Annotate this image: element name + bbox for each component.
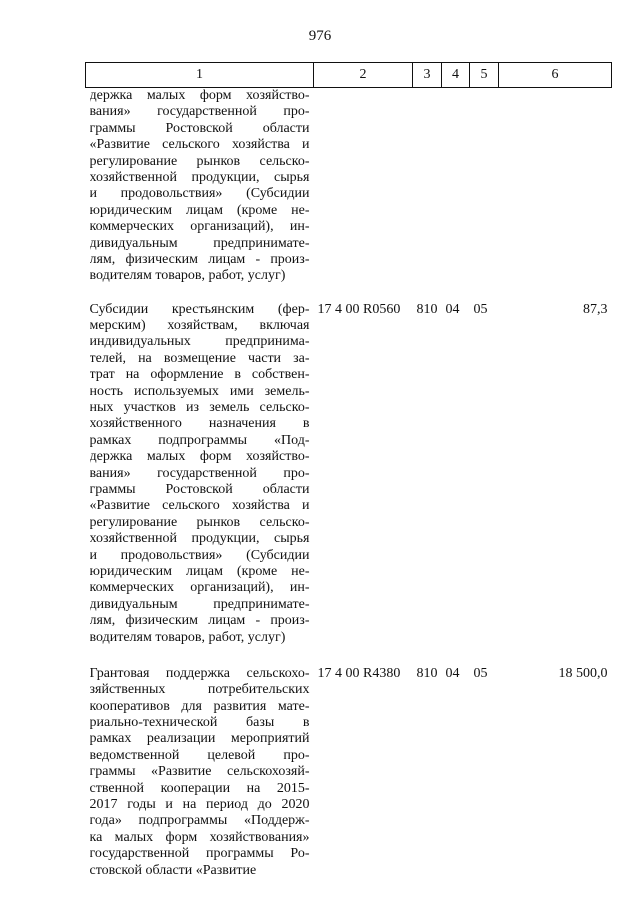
row-code: 17 4 00 R4380	[317, 665, 401, 681]
description-line: ность используемых ими земель-	[89, 383, 310, 399]
description-line: юридическим лицам (кроме не-	[89, 563, 310, 579]
description-line: ведомственной целевой про-	[89, 747, 310, 763]
header-col-3: 3	[413, 63, 442, 88]
description-line: дивидуальным предпринимате-	[89, 235, 310, 251]
table-row	[86, 88, 612, 300]
description-line: мерским) хозяйствам, включая	[89, 318, 310, 334]
row-col-3: 810	[416, 665, 438, 681]
row-code	[314, 88, 413, 300]
description-line: Субсидии крестьянским (фер-	[89, 301, 310, 317]
page-number: 976	[308, 28, 332, 44]
row-amount: 18 500,0	[558, 665, 608, 681]
description-line: трат на оформление в собствен-	[89, 367, 310, 383]
header-col-1: 1	[86, 63, 314, 88]
row-description	[86, 664, 314, 897]
description-line: дивидуальным предпринимате-	[89, 596, 310, 612]
description-line: граммы Ростовской области	[89, 120, 310, 136]
row-col-4: 04	[445, 301, 460, 317]
description-line: 2017 годы и на период до 2020	[89, 797, 310, 813]
description-line: граммы «Развитие сельскохозяй-	[89, 764, 310, 780]
description-line: граммы Ростовской области	[89, 481, 310, 497]
budget-table	[85, 62, 612, 897]
description-line: регулирование рынков сельско-	[89, 153, 310, 169]
row-description	[86, 300, 314, 664]
description-line: хозяйственной продукции, сырья	[89, 531, 310, 547]
description-line: лям, физическим лицам - произ-	[89, 251, 310, 267]
description-line: хозяйственной продукции, сырья	[89, 169, 310, 185]
table-row	[86, 300, 612, 664]
description-line: и продовольствия» (Субсидии	[89, 186, 310, 202]
row-code: 17 4 00 R0560	[317, 301, 401, 317]
description-line: Грантовая поддержка сельскохо-	[89, 665, 310, 681]
description-line: коммерческих организаций), ин-	[89, 580, 310, 596]
description-line: вания» государственной про-	[89, 465, 310, 481]
description-line: «Развитие сельского хозяйства и	[89, 137, 310, 153]
description-line: хозяйственного назначения в	[89, 416, 310, 432]
description-line: водителям товаров, работ, услуг)	[89, 629, 286, 645]
table-row	[86, 664, 612, 897]
description-line: кооперативов для развития мате-	[89, 698, 310, 714]
header-row	[86, 63, 612, 88]
row-col-3	[413, 88, 442, 300]
description-line: зяйственных потребительских	[89, 682, 310, 698]
description-line: рамках реализации мероприятий	[89, 731, 310, 747]
header-col-5: 5	[470, 63, 499, 88]
description-line: регулирование рынков сельско-	[89, 514, 310, 530]
header-col-6: 6	[499, 63, 612, 88]
description-line: «Развитие сельского хозяйства и	[89, 498, 310, 514]
description-line: коммерческих организаций), ин-	[89, 219, 310, 235]
row-col-4: 04	[445, 665, 460, 681]
description-line: и продовольствия» (Субсидии	[89, 547, 310, 563]
row-col-5: 05	[473, 301, 488, 317]
row-amount	[499, 88, 612, 300]
row-description	[86, 88, 314, 300]
row-col-5	[470, 88, 499, 300]
description-line: стовской области «Развитие	[89, 862, 257, 878]
row-col-5: 05	[473, 665, 488, 681]
row-col-3: 810	[416, 301, 438, 317]
description-line: телей, на возмещение части за-	[89, 350, 310, 366]
description-line: года» подпрограммы «Поддерж-	[89, 813, 310, 829]
description-line: лям, физическим лицам - произ-	[89, 613, 310, 629]
description-line: государственной программы Ро-	[89, 846, 310, 862]
description-line: ка малых форм хозяйствования»	[89, 829, 310, 845]
header-col-2: 2	[314, 63, 413, 88]
description-line: ных участков из земель сельско-	[89, 400, 310, 416]
description-line: держка малых форм хозяйство-	[89, 449, 310, 465]
description-line: ственной кооперации на 2015-	[89, 780, 310, 796]
description-line: риально-технической базы в	[89, 715, 310, 731]
description-line: водителям товаров, работ, услуг)	[89, 268, 286, 284]
description-line: вания» государственной про-	[89, 104, 310, 120]
description-line: индивидуальных предпринима-	[89, 334, 310, 350]
row-col-4	[442, 88, 470, 300]
description-line: держка малых форм хозяйство-	[89, 88, 310, 103]
header-col-4: 4	[442, 63, 470, 88]
description-line: рамках подпрограммы «Под-	[89, 432, 310, 448]
row-amount: 87,3	[583, 301, 608, 317]
description-line: юридическим лицам (кроме не-	[89, 202, 310, 218]
